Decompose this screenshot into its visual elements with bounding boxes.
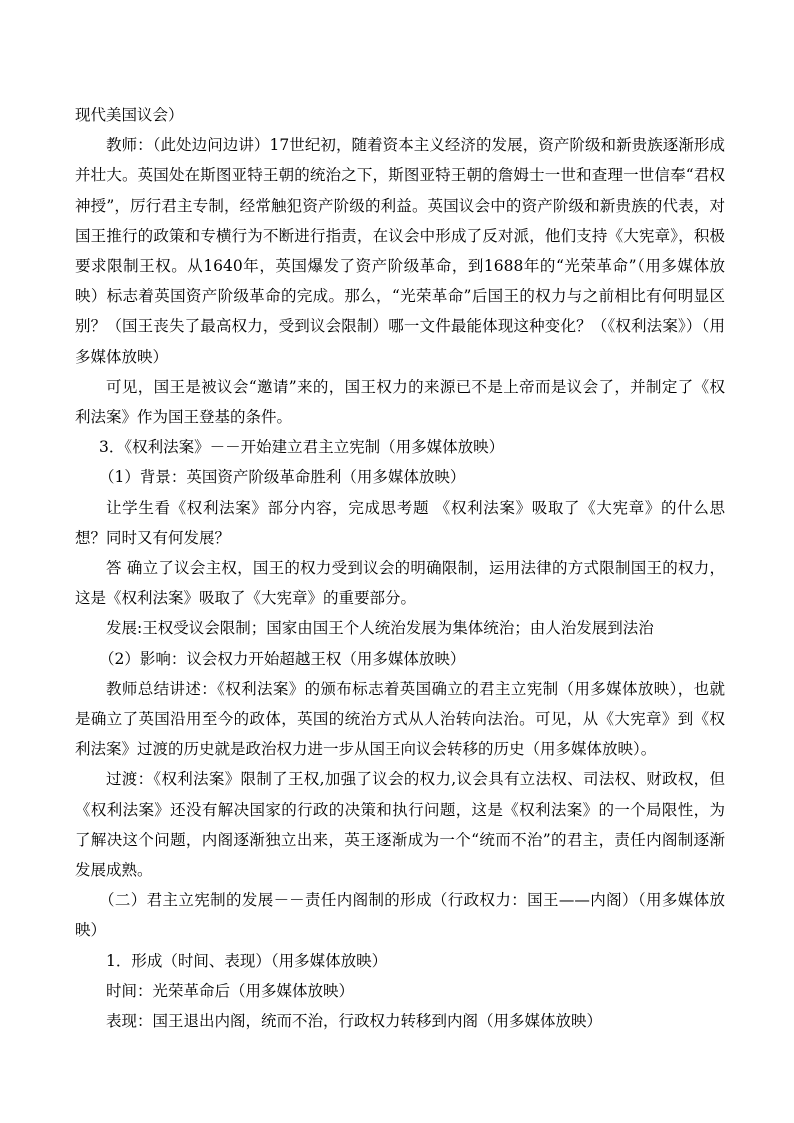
subheading-influence: （2）影响：议会权力开始超越王权（用多媒体放映） — [99, 649, 466, 668]
paragraph-answer: 答 确立了议会主权，国王的权力受到议会的明确限制，运用法律的方式限制国王的权力，这是《权利法案》吸取了《大宪章》的重要部分。 — [75, 559, 725, 608]
paragraph-teacher-summary: 教师总结讲述：《权利法案》的颁布标志着英国确立的君主立宪制（用多媒体放映），也就是确立了英国沿用至今的政体，英国的统治方式从人治转向法治。可见，从《大宪章》到《权利法案》过渡的历史就是政治权力进一步从国王向议会转移的历史（用多媒体放映）。 — [75, 679, 725, 759]
paragraph-1: 现代美国议会） — [75, 106, 184, 124]
subheading-formation: 1．形成（时间、表现）（用多媒体放映） — [106, 951, 388, 970]
subheading-background: （1）背景：英国资产阶级革命胜利（用多媒体放映） — [99, 468, 466, 487]
paragraph-development: 发展:王权受议会限制；国家由国王个人统治发展为集体统治；由人治发展到法治 — [106, 619, 654, 638]
paragraph-2: 教师：（此处边问边讲）17世纪初，随着资本主义经济的发展，资产阶级和新贵族逐渐形成并壮大。英国处在斯图亚特王朝的统治之下，斯图亚特王朝的詹姆士一世和查理一世信奉“君权神授”，厉行君主专制，经常触犯资产阶级的利益。英国议会中的资产阶级和新贵族的代表，对国王推行的政策和专横行为不断进行指责，在议会中形成了反对派，他们支持《大宪章》，积极要求限制王权。从1640年，英国爆发了资产阶级革命，到1688年的“光荣革命”（用多媒体放映）标志着英国资产阶级革命的完成。那么，“光荣革命”后国王的权力与之前相比有何明显区别？（国王丧失了最高权力，受到议会限制）哪一文件最能体现这种变化？（《权利法案》）（用多媒体放映） — [75, 136, 725, 366]
paragraph-question: 让学生看《权利法案》部分内容，完成思考题 《权利法案》吸取了《大宪章》的什么思想？同时又有何发展？ — [75, 498, 725, 547]
heading-cabinet-system: （二）君主立宪制的发展－－责任内阁制的形成（行政权力：国王——内阁）（用多媒体放映） — [75, 891, 725, 940]
paragraph-manifestation: 表现：国王退出内阁，统而不治，行政权力转移到内阁（用多媒体放映） — [106, 1012, 603, 1031]
paragraph-time: 时间：光荣革命后（用多媒体放映） — [106, 981, 355, 1000]
paragraph-transition: 过渡：《权利法案》限制了王权,加强了议会的权力,议会具有立法权、司法权、财政权，但《权利法案》还没有解决国家的行政的决策和执行问题，这是《权利法案》的一个局限性，为了解决这个问题，内阁逐渐独立出来，英王逐渐成为一个“统而不治”的君主，责任内阁制逐渐发展成熟。 — [75, 770, 725, 880]
paragraph-3: 可见，国王是被议会“邀请”来的，国王权力的来源已不是上帝而是议会了，并制定了《权利法案》作为国王登基的条件。 — [75, 377, 725, 427]
heading-bill-of-rights: 3．《权利法案》－－开始建立君主立宪制（用多媒体放映） — [99, 438, 505, 457]
document-body — [75, 100, 725, 1036]
